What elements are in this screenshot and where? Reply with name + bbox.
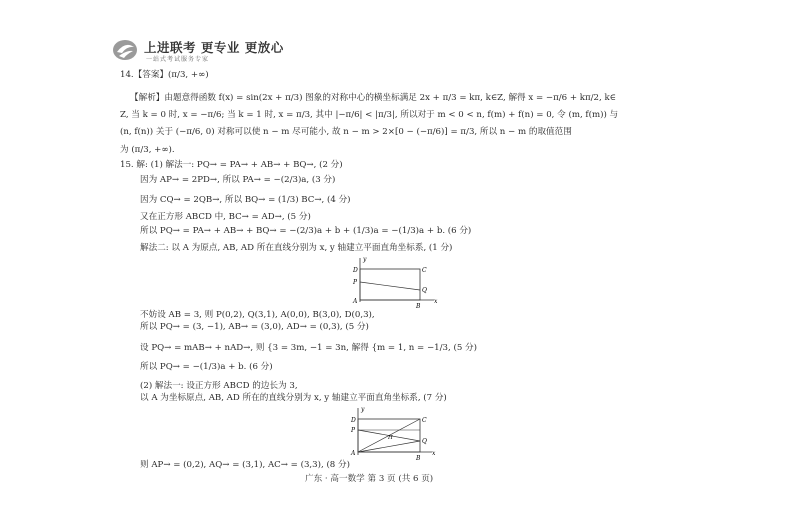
problem-15-line-10: 所以 PQ→ = −(1/3)a + b. (6 分) <box>140 362 273 372</box>
problem-15-line-9: 设 PQ→ = mAB→ + nAD→, 则 {3 = 3m, −1 = 3n, 解得 {m = 1, n = −1/3, (5 分) <box>140 343 477 353</box>
problem-15-line-3: 因为 CQ→ = 2QB→, 所以 BQ→ = (1/3) BC→, (4 分) <box>140 195 351 205</box>
fig2-label-c: C <box>422 417 427 424</box>
brand-logo-icon <box>112 38 138 62</box>
fig1-label-q: Q <box>422 287 427 294</box>
fig2-label-a: A <box>351 450 356 457</box>
fig2-label-y: y <box>361 406 365 413</box>
fig2-label-q: Q <box>422 438 427 445</box>
header-slogan: 上进联考 更专业 更放心 <box>144 40 284 55</box>
solution-14-line-1: 【解析】由题意得函数 f(x) = sin(2x + π/3) 图象的对称中心的横坐标满足 2x + π/3 = kπ, k∈Z, 解得 x = −π/6 + kπ/2, k∈ <box>130 93 617 103</box>
fig2-label-b: B <box>416 455 421 461</box>
problem-15-line-5: 所以 PQ→ = PA→ + AB→ + BQ→ = −(2/3)a + b + (1/3)a = −(1/3)a + b. (6 分) <box>140 226 472 236</box>
page-footer: 广东 · 高一数学 第 3 页 (共 6 页) <box>305 474 434 484</box>
fig1-label-p: P <box>353 279 358 286</box>
figure-2-coordinate-square <box>348 405 438 461</box>
figure-1-coordinate-square <box>350 254 440 310</box>
fig1-label-c: C <box>422 267 427 274</box>
header-subslogan: 一站式考试服务专家 <box>146 56 210 63</box>
problem-15-line-8: 所以 PQ→ = (3, −1), AB→ = (3,0), AD→ = (0,3), (5 分) <box>140 322 369 332</box>
problem-15-line-12: 以 A 为坐标原点, AB, AD 所在的直线分别为 x, y 轴建立平面直角坐标系, (7 分) <box>140 393 447 403</box>
fig2-label-x: x <box>432 450 436 457</box>
problem-15-line-7: 不妨设 AB = 3, 则 P(0,2), Q(3,1), A(0,0), B(3,0), D(0,3), <box>140 310 375 320</box>
fig2-label-d: D <box>351 417 356 424</box>
answer-14: 14.【答案】(π/3, +∞) <box>120 70 209 80</box>
solution-14-line-3: (n, f(n)) 关于 (−π/6, 0) 对称可以使 n − m 尽可能小, 故 n − m > 2×[0 − (−π/6)] = π/3, 所以 n − m 的取值范围 <box>120 127 572 137</box>
fig1-label-b: B <box>416 303 421 310</box>
problem-15-line-2: 因为 AP→ = 2PD→, 所以 PA→ = −(2/3)a, (3 分) <box>140 175 336 185</box>
fig2-label-h: H <box>388 435 393 441</box>
fig2-label-p: P <box>351 427 356 434</box>
fig1-label-x: x <box>434 298 438 305</box>
solution-14-line-4: 为 (π/3, +∞). <box>120 145 175 155</box>
fig1-label-y: y <box>363 256 367 263</box>
solution-14-line-2: Z, 当 k = 0 时, x = −π/6; 当 k = 1 时, x = π/3, 其中 |−π/6| < |π/3|, 所以对于 m < 0 < n, f(m) + f(n) = 0, 令 (m, f(m)) 与 <box>120 110 619 120</box>
fig1-label-a: A <box>353 298 358 305</box>
problem-15-line-1: 15. 解: (1) 解法一: PQ→ = PA→ + AB→ + BQ→, (2 分) <box>120 160 343 170</box>
problem-15-line-11: (2) 解法一: 设正方形 ABCD 的边长为 3, <box>140 381 298 391</box>
problem-15-line-4: 又在正方形 ABCD 中, BC→ = AD→, (5 分) <box>140 212 311 222</box>
problem-15-line-13: 则 AP→ = (0,2), AQ→ = (3,1), AC→ = (3,3), (8 分) <box>140 460 350 470</box>
fig1-label-d: D <box>353 267 358 274</box>
problem-15-line-6: 解法二: 以 A 为原点, AB, AD 所在直线分别为 x, y 轴建立平面直角坐标系, (1 分) <box>140 243 453 253</box>
